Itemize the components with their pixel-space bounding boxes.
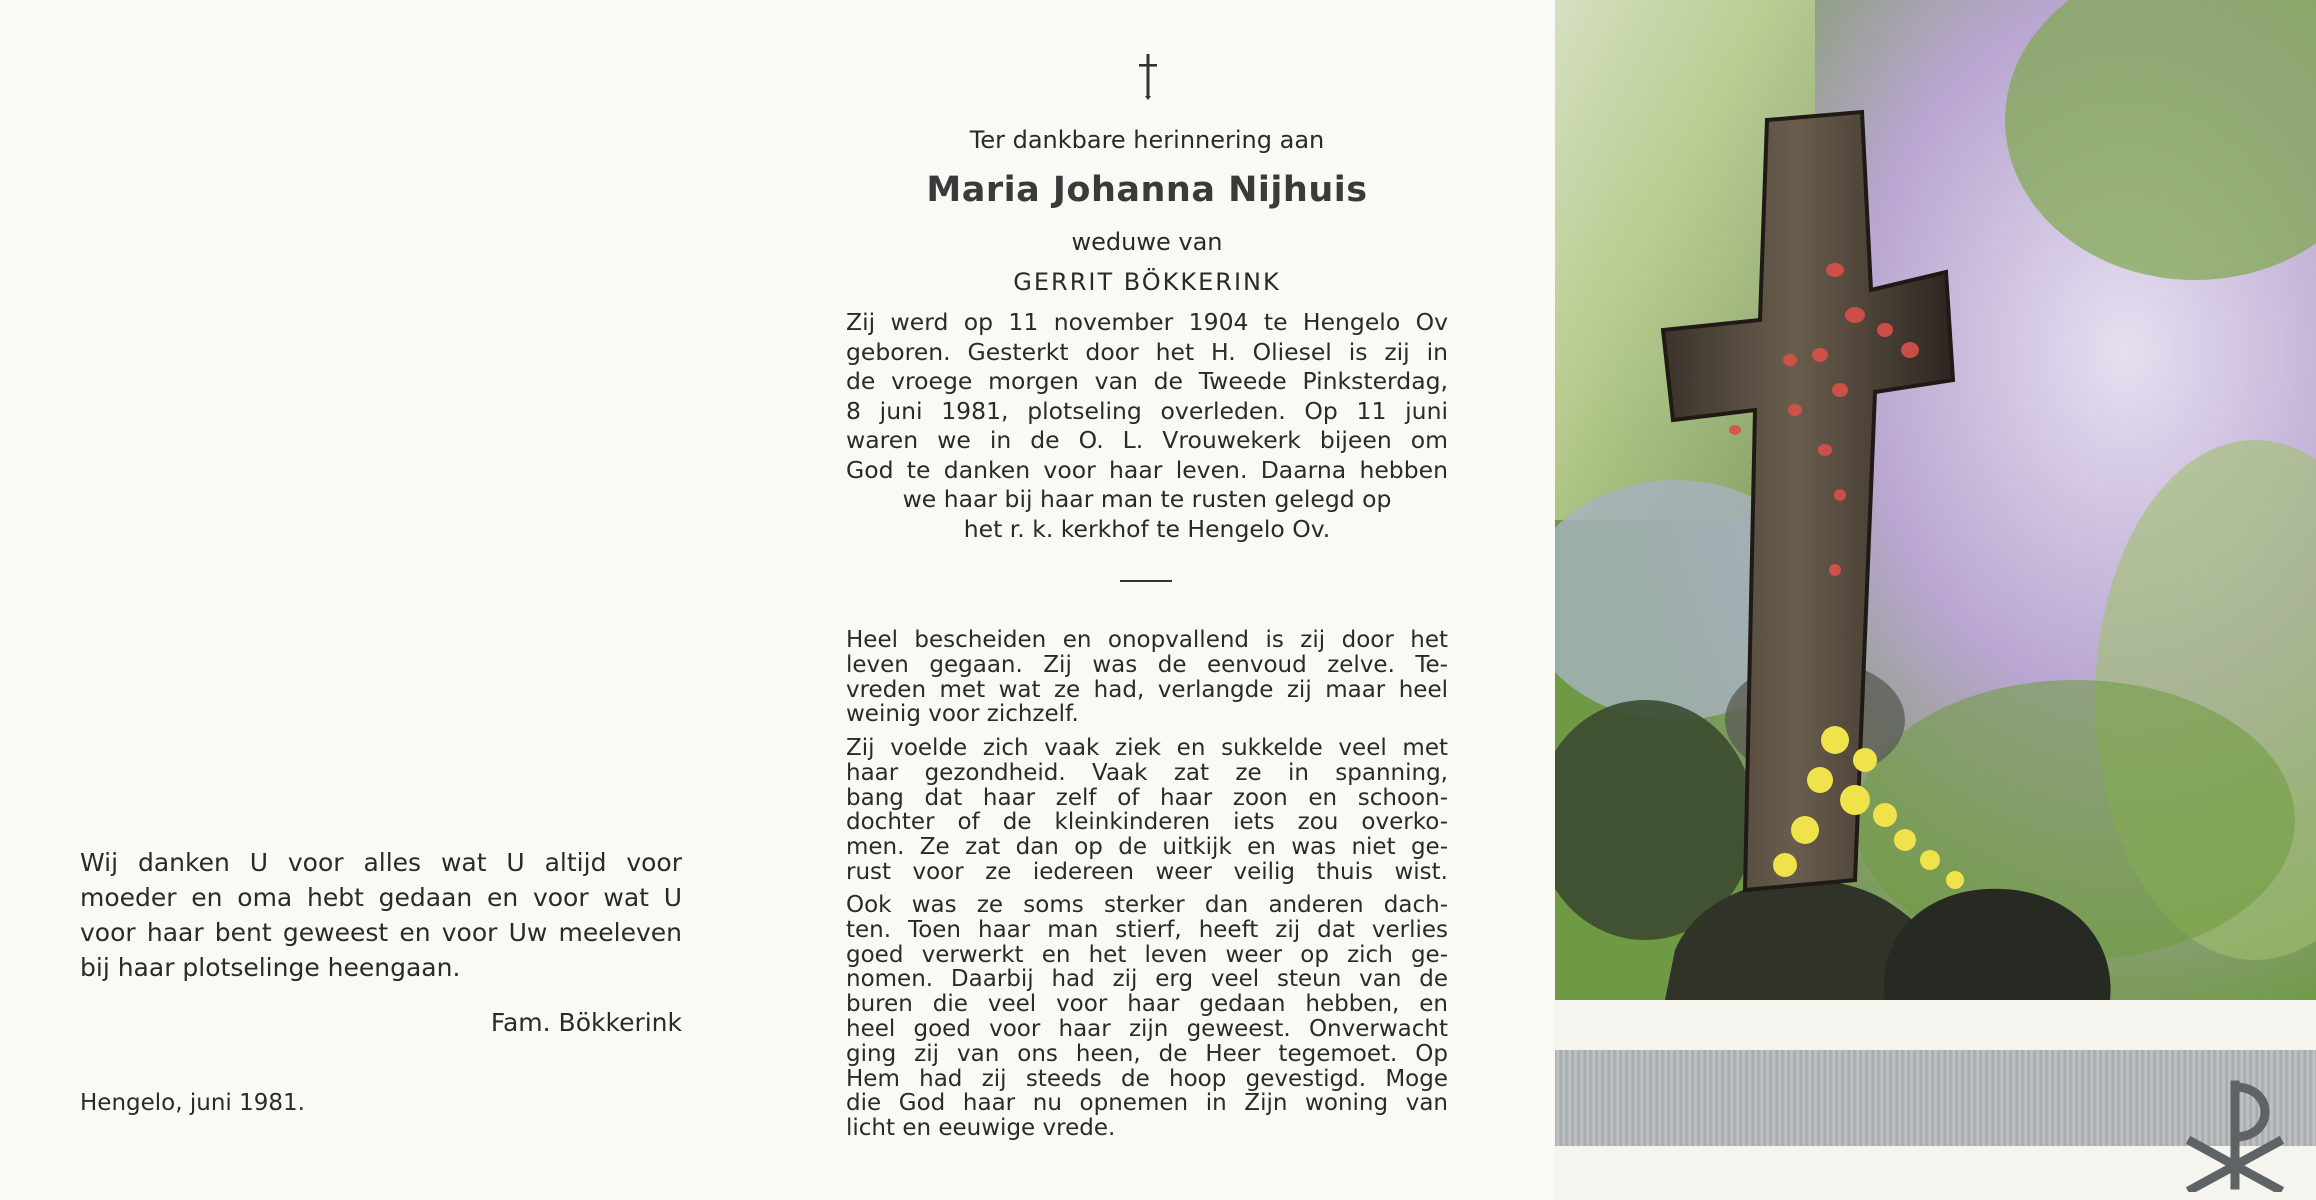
text-line: Zij voelde zich vaak ziek en sukkelde veel met (846, 735, 1448, 761)
bio-line: Zij werd op 11 november 1904 te Hengelo Ov (846, 308, 1448, 336)
thanks-line: Wij danken U voor alles wat U altijd voor (80, 848, 682, 877)
bio-line: het r. k. kerkhof te Hengelo Ov. (963, 514, 1331, 543)
text-line: licht en eeuwige vrede. (846, 1115, 1116, 1142)
paragraph-2 (846, 736, 1448, 885)
text-line: weinig voor zichzelf. (846, 701, 1079, 728)
widow-of-line: weduwe van (1071, 228, 1223, 256)
text-line: buren die veel voor haar gedaan hebben, en (846, 991, 1448, 1018)
text-line: Hem had zij steeds de hoop gevestigd. Moge (846, 1065, 1448, 1092)
divider (1120, 580, 1172, 582)
bio-line: 8 juni 1981, plotseling overleden. Op 11 juni (846, 396, 1448, 425)
right-panel (1555, 0, 2316, 1200)
bio-line: de vroege morgen van de Tweede Pinksterdag, (846, 367, 1448, 395)
paragraph-3 (846, 893, 1448, 1141)
text-line: nomen. Daarbij had zij erg veel steun van de (846, 966, 1448, 993)
cross-photo (1555, 0, 2316, 1000)
text-line: Heel bescheiden en onopvallend is zij door het (846, 627, 1448, 653)
text-line: Ook was ze soms sterker dan anderen dach- (846, 892, 1448, 918)
text-line: goed verwerkt en het leven weer op zich ge- (846, 941, 1448, 968)
place-date: Hengelo, juni 1981. (80, 1090, 305, 1116)
text-line: die God haar nu opnemen in Zijn woning van (846, 1090, 1448, 1117)
text-line: ten. Toen haar man stierf, heeft zij dat verlies (846, 916, 1448, 943)
cross-icon (1136, 52, 1160, 100)
photo-illustration (1555, 0, 2316, 1000)
thanks-message (80, 845, 682, 985)
text-line: ging zij van ons heen, de Heer tegemoet. Op (846, 1040, 1448, 1067)
bio-line: God te danken voor haar leven. Daarna hebben (846, 455, 1448, 484)
text-line: dochter of de kleinkinderen iets zou overko- (846, 809, 1448, 836)
text-line: leven gegaan. Zij was de eenvoud zelve. Te- (846, 651, 1448, 678)
deceased-name: Maria Johanna Nijhuis (926, 170, 1368, 210)
biography (846, 308, 1448, 544)
text-line: heel goed voor haar zijn geweest. Onverwacht (846, 1015, 1448, 1042)
bio-line: waren we in de O. L. Vrouwekerk bijeen om (846, 426, 1448, 454)
text-line: men. Ze zat dan op de uitkijk en was niet ge- (846, 834, 1448, 861)
bio-line: we haar bij haar man te rusten gelegd op (902, 485, 1392, 513)
text-line: bang dat haar zelf of haar zoon en schoon- (846, 784, 1448, 811)
husband-name: GERRIT BÖKKERINK (1013, 268, 1281, 296)
paragraph-1 (846, 628, 1448, 727)
text-line: rust voor ze iedereen weer veilig thuis wist. (846, 858, 1448, 885)
thanks-line: moeder en oma hebt gedaan en voor wat U (80, 883, 682, 912)
text-line: vreden met wat ze had, verlangde zij maar heel (846, 676, 1448, 703)
thanks-line: bij haar plotselinge heengaan. (80, 953, 461, 982)
intro-line: Ter dankbare herinnering aan (969, 126, 1325, 154)
thanks-line: voor haar bent geweest en voor Uw meeleven (80, 918, 682, 947)
left-panel (0, 0, 780, 1200)
family-signature: Fam. Bökkerink (490, 1008, 682, 1037)
bio-line: geboren. Gesterkt door het H. Oliesel is zij in (846, 337, 1448, 366)
chi-rho-icon (2180, 1077, 2290, 1192)
text-line: haar gezondheid. Vaak zat ze in spanning, (846, 759, 1448, 786)
